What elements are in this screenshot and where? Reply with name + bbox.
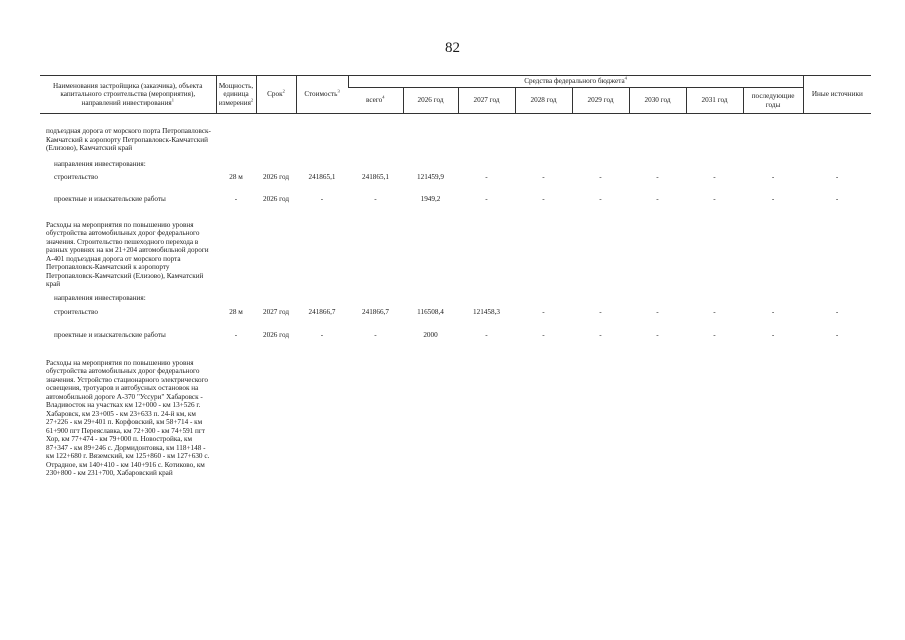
cell-2028: -: [542, 330, 545, 339]
table-row: [40, 331, 871, 359]
cell-2027: -: [485, 194, 488, 203]
table-body: [40, 114, 871, 478]
cell-2027: 121458,3: [473, 307, 500, 316]
directions-label: направления инвестирования:: [54, 294, 146, 302]
object-name: Расходы на мероприятия по повышению уровня обустройства автомобильных дорог федерального значения. Устройство стационарного электрического освещения, тротуаров и автобусных остановок на автомобильной дороге А-370 "Уссури" Хабаровск - Владивосток на участках км 12+000 - км 13+526 г. Хабаровск, км 23+005 - км 23+633 п. 24-й км, км 27+226 - км 29+401 п. Корфовский, км 58+714 - км 61+900 пгт Переяславка, км 72+300 - км 74+591 пгт Хор, км 77+474 - км 79+000 п. Новостройка, км 87+347 - км 89+246 с. Дормидонтовка, км 118+148 - км 122+680 г. Вяземский, км 125+860 - км 127+630 с. Отрадное, км 140+410 - км 140+916 с. Котиково, км 230+800 - км 231+700, Хабаровский край: [46, 358, 210, 477]
cell-total: -: [374, 194, 377, 203]
cell-later: -: [771, 307, 775, 316]
cell-later: -: [771, 330, 775, 339]
cell-other: -: [835, 307, 839, 316]
cell-capacity: 28 м: [229, 307, 243, 316]
cell-2029: -: [599, 307, 602, 316]
cell-2029: -: [599, 172, 602, 181]
header-other-sources: Иные источники: [803, 76, 871, 114]
table-row: [40, 303, 871, 331]
cell-2031: -: [713, 307, 716, 316]
cell-2027: -: [485, 330, 488, 339]
cell-2031: -: [713, 330, 716, 339]
table-row: [40, 127, 871, 153]
cell-2028: -: [542, 194, 545, 203]
direction-design-survey: проектные и изыскательские работы: [54, 330, 166, 339]
object-name: Расходы на мероприятия по повышению уровня обустройства автомобильных дорог федерального значения. Строительство пешеходного перехода в разных уровнях на км 21+204 автомобильной дороги А-401 подъездная дорога от морского порта Петропавловск-Камчатский к аэропорту Петропавловск-Камчатский (Елизово), Камчатский край: [46, 220, 209, 288]
header-federal-budget: Средства федерального бюджета$^4$: [348, 76, 803, 88]
cell-2030: -: [656, 330, 659, 339]
header-2027: 2027 год: [458, 88, 515, 114]
cell-2031: -: [713, 172, 716, 181]
cell-cost: 241866,7: [308, 307, 336, 316]
cell-2026: 1949,2: [420, 194, 441, 203]
header-term: Срок$^2$: [256, 76, 296, 114]
cell-2030: -: [656, 194, 659, 203]
table-row: [40, 221, 871, 289]
investment-table: [40, 75, 871, 478]
cell-cost: -: [320, 330, 324, 339]
direction-construction: строительство: [54, 307, 98, 316]
cell-2031: -: [713, 194, 716, 203]
cell-2027: -: [485, 172, 488, 181]
cell-cost: -: [320, 194, 324, 203]
cell-2029: -: [599, 330, 602, 339]
cell-term: 2026 год: [263, 194, 289, 203]
header-cost: Стоимость$^3$: [296, 76, 348, 114]
direction-construction: строительство: [54, 172, 98, 181]
cell-2028: -: [542, 307, 545, 316]
cell-capacity: -: [234, 330, 238, 339]
table-row: [40, 359, 871, 478]
cell-total: 241866,7: [362, 307, 389, 316]
cell-later: -: [771, 194, 775, 203]
header-name: Наименования застройщика (заказчика), объекта капитального строительства (мероприятия), направлений инвестирования$^1$: [40, 76, 216, 114]
cell-capacity: 28 м: [229, 172, 243, 181]
header-capacity: Мощность, единица измерения$^2$: [216, 76, 256, 114]
cell-total: 241865,1: [362, 172, 389, 181]
header-2030: 2030 год: [629, 88, 686, 114]
cell-2028: -: [542, 172, 545, 181]
table-row: [40, 289, 871, 303]
table-row: [40, 169, 871, 195]
cell-2029: -: [599, 194, 602, 203]
header-2026: 2026 год: [403, 88, 458, 114]
page-number: 82: [445, 40, 460, 56]
cell-2030: -: [656, 307, 659, 316]
cell-term: 2026 год: [263, 172, 289, 181]
cell-term: 2027 год: [263, 307, 289, 316]
object-name: подъездная дорога от морского порта Петропавловск-Камчатский к аэропорту Петропавловск-Камчатский (Елизово), Камчатский край: [46, 127, 211, 152]
direction-design-survey: проектные и изыскательские работы: [54, 194, 166, 203]
header-later-years: последующие годы: [743, 88, 803, 114]
cell-other: -: [835, 172, 839, 181]
header-2028: 2028 год: [515, 88, 572, 114]
cell-cost: 241865,1: [308, 172, 336, 181]
header-2029: 2029 год: [572, 88, 629, 114]
directions-label: направления инвестирования:: [54, 160, 146, 168]
cell-2026: 121459,9: [417, 172, 444, 181]
cell-2030: -: [656, 172, 659, 181]
header-total: всего$^4$: [348, 88, 403, 114]
header-2031: 2031 год: [686, 88, 743, 114]
cell-total: -: [374, 330, 377, 339]
cell-later: -: [771, 172, 775, 181]
cell-2026: 116508,4: [417, 307, 444, 316]
cell-other: -: [835, 194, 839, 203]
cell-other: -: [835, 330, 839, 339]
cell-capacity: -: [234, 194, 238, 203]
table-header: [40, 76, 871, 114]
cell-2026: 2000: [423, 330, 438, 339]
cell-term: 2026 год: [263, 330, 289, 339]
table-row: [40, 153, 871, 169]
table-row: [40, 195, 871, 221]
